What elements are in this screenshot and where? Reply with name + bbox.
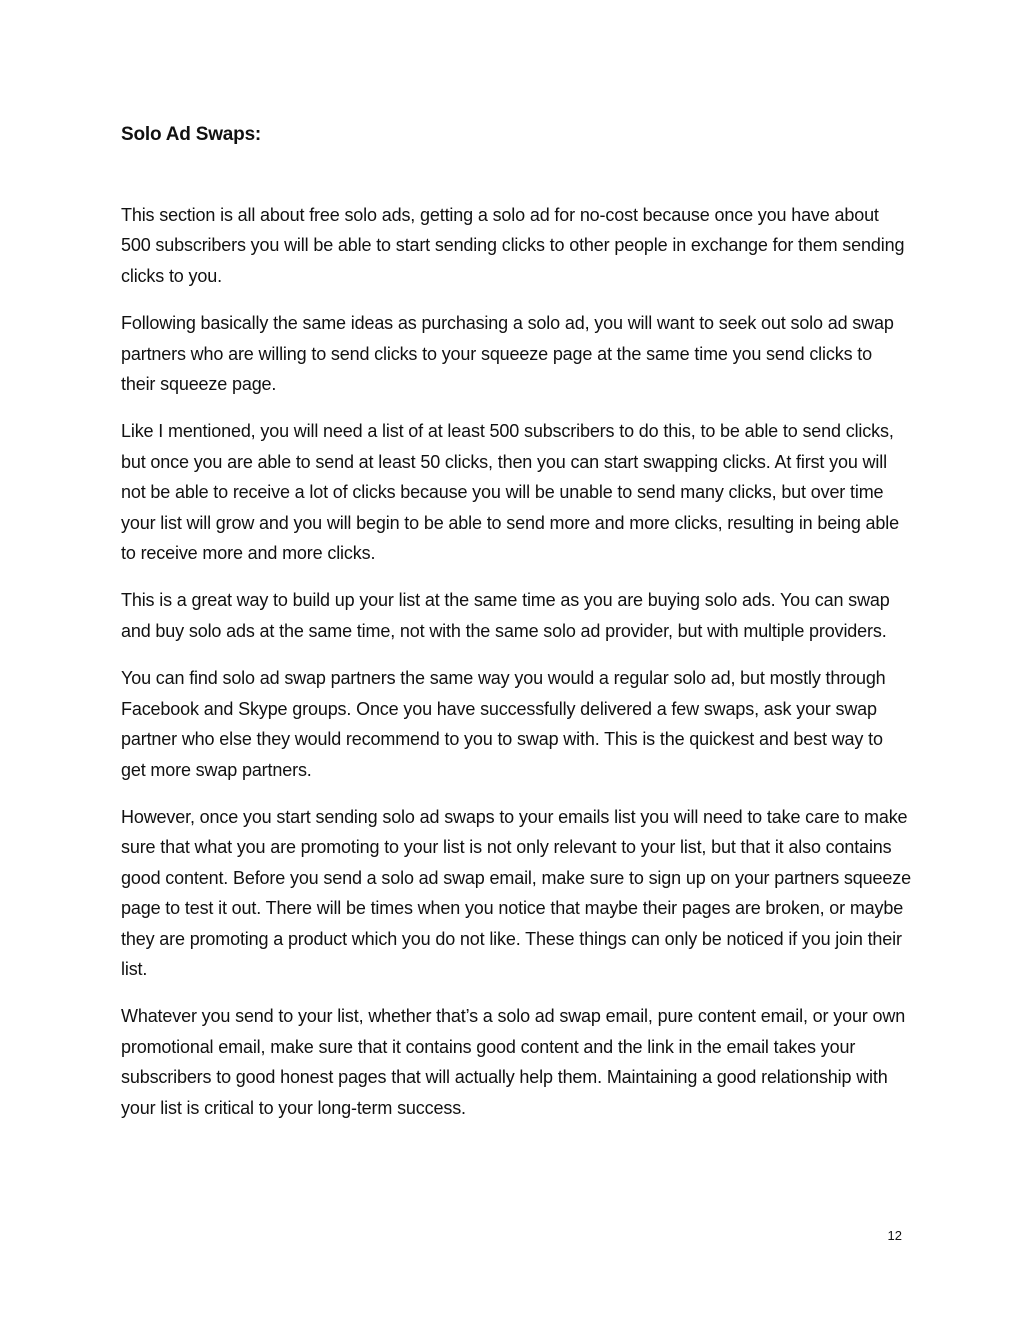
paragraph-5: You can find solo ad swap partners the same way you would a regular solo ad, but mostly through Facebook and Skype groups. Once you have successfully delivered a few swaps, ask your swap partner who else they would recommend to you to swap with. This is the quickest and best way to get more swap partners.: [121, 668, 886, 780]
paragraph-4: This is a great way to build up your list at the same time as you are buying solo ads. You can swap and buy solo ads at the same time, not with the same solo ad provider, but with multiple providers.: [121, 590, 890, 641]
paragraph-1: This section is all about free solo ads, getting a solo ad for no-cost because once you have about 500 subscribers you will be able to start sending clicks to other people in exchange for them sending clicks to you.: [121, 205, 905, 286]
paragraph-3: Like I mentioned, you will need a list of at least 500 subscribers to do this, to be able to send clicks, but once you are able to send at least 50 clicks, then you can start swapping clicks. At first you will not be able to receive a lot of clicks because you will be unable to send many clicks, but over time your list will grow and you will begin to be able to send more and more clicks, resulting in being able to receive more and more clicks.: [121, 421, 899, 564]
section-heading: Solo Ad Swaps:: [121, 124, 262, 145]
page-content: [121, 118, 911, 1140]
page-number: 12: [887, 1228, 902, 1243]
body-text: [121, 200, 911, 1123]
paragraph-2: Following basically the same ideas as purchasing a solo ad, you will want to seek out solo ad swap partners who are willing to send clicks to your squeeze page at the same time you send clicks to their squeeze page.: [121, 313, 894, 395]
paragraph-7: Whatever you send to your list, whether that’s a solo ad swap email, pure content email, or your own promotional email, make sure that it contains good content and the link in the email takes your subscribers to good honest pages that will actually help them. Maintaining a good relationship with your list is critical to your long-term success.: [121, 1006, 906, 1118]
paragraph-6: However, once you start sending solo ad swaps to your emails list you will need to take care to make sure that what you are promoting to your list is not only relevant to your list, but that it also contains good content. Before you send a solo ad swap email, make sure to sign up on your partners squeeze page to test it out. There will be times when you notice that maybe their pages are broken, or maybe they are promoting a product which you do not like. These things can only be noticed if you join their list.: [121, 806, 911, 979]
